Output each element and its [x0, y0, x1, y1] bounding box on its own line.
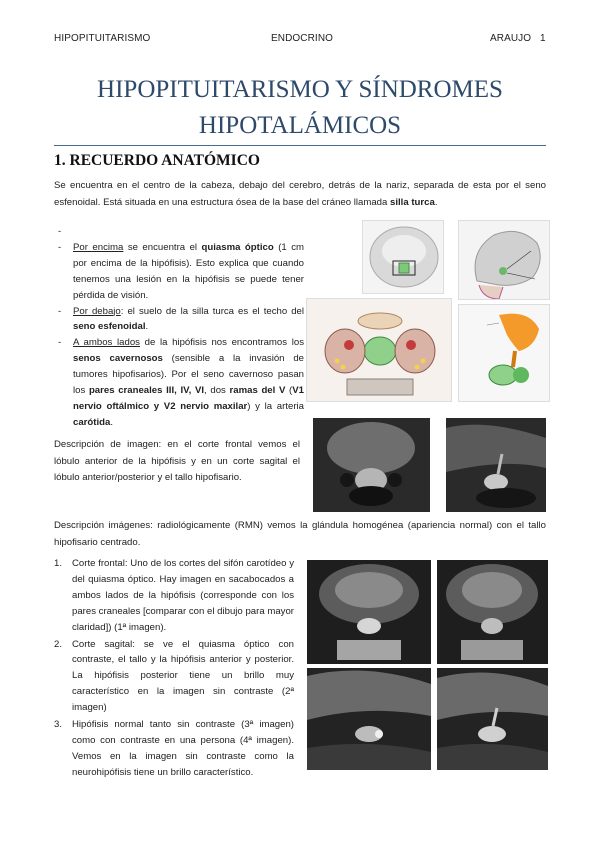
bullet-text: ) y la arteria — [247, 400, 304, 412]
page-title-line2: HIPOTALÁMICOS — [198, 112, 402, 139]
bullet-text: ( — [285, 385, 293, 397]
list-item — [54, 717, 294, 781]
bullet-bold-term: carótida — [73, 416, 111, 428]
page-title — [60, 72, 540, 144]
list-number: 1. — [54, 558, 63, 569]
bullet-text: . — [145, 321, 149, 333]
bullet-bold-term: seno esfenoidal — [73, 321, 146, 333]
list-number: 3. — [54, 719, 63, 731]
list-text: Hipófisis normal tanto sin contraste (3ª imagen) como con contraste en una persona (4ª imagen). Vemos en la imagen sin contraste como la neurohipófisis tiene un brillo característico. — [72, 719, 294, 778]
section-heading: 1. RECUERDO ANATÓMICO — [54, 152, 260, 169]
mri-sagittal-contrast-image — [437, 668, 548, 770]
brain-coronal-illustration — [362, 220, 444, 294]
list-item: - — [58, 226, 62, 237]
mri-sagittal-noncontrast-image — [307, 668, 431, 770]
list-item: - A ambos lados de la hipófisis nos encontramos los senos cavernosos (sensible a la invasión de tumores hipofisarios). Por el seno cavernoso pasan los pares craneales III, IV, VI, dos ramas del V (V1 nervio oftálmico y V2 nervio maxilar) y la arteria carótida. — [58, 337, 304, 428]
list-item: - Por debajo: el suelo de la silla turca es el techo del seno esfenoidal. — [58, 305, 305, 333]
bullet-label-below: Por debajo — [73, 305, 121, 317]
list-text: Corte sagital: se ve el quiasma óptico con contraste, el tallo y la hipófisis anterior y posterior. La hipófisis posterior tiene un brillo muy característico en la imagen sin contraste (2ª imagen) — [72, 638, 294, 714]
bullet-bold-term: quiasma óptico — [201, 241, 274, 253]
bullet-bold-term: ramas del V — [229, 385, 286, 397]
bullet-label-above: Por encima — [73, 241, 124, 253]
image-description-2: Descripción imágenes: radiológicamente (RMN) vemos la glándula homogénea (apariencia normal) con el tallo hipofisario centrado. — [54, 520, 546, 548]
cavernous-sinus-illustration — [306, 298, 452, 402]
list-item: - Por encima se encuentra el quiasma óptico (1 cm por encima de la hipófisis). Esto explica que cuando tenemos una lesión en la hipófisis se puede tener pérdida de visión. — [58, 241, 304, 301]
header-doc-title: HIPOPITUITARISMO — [54, 33, 151, 44]
bullet-text: : el suelo de la silla turca es el techo del — [120, 305, 305, 317]
bullet-bold-term: senos cavernosos — [73, 353, 163, 365]
mri-sagittal-image — [446, 418, 546, 512]
list-number: 2. — [54, 638, 63, 650]
header-author: ARAUJO — [490, 33, 532, 44]
intro-paragraph — [54, 178, 546, 211]
brain-sagittal-illustration — [458, 220, 550, 300]
intro-end: . — [434, 196, 438, 208]
anatomy-bullet-list — [58, 224, 304, 431]
mri-coronal-noncontrast-image — [437, 560, 548, 664]
title-divider — [54, 145, 546, 146]
image-description-1: Descripción de imagen: en el corte frontal vemos el lóbulo anterior de la hipófisis y en un corte sagital el lóbulo anterior/posterior y el tallo hipofisario. — [54, 439, 300, 483]
bullet-text: . — [110, 416, 113, 428]
hypothalamus-pituitary-illustration — [458, 304, 550, 402]
bullet-text: se encuentra el — [123, 241, 202, 253]
bullet-text: de la hipófisis nos encontramos los — [139, 337, 304, 349]
bullet-bold-term: pares craneales III, IV, VI — [88, 385, 205, 397]
page-title-line1: HIPOPITUITARISMO Y SÍNDROMES — [97, 76, 503, 103]
mri-numbered-list — [54, 556, 294, 782]
intro-bold-term: silla turca — [390, 196, 435, 208]
list-item — [54, 556, 294, 636]
bullet-text: (sensible a la invasión de tumores hipofisarios). Por el seno cavernoso pasan los — [73, 353, 304, 397]
bullet-bold-term: V1 nervio oftálmico y V2 nervio maxilar — [73, 385, 304, 412]
mri-coronal-image — [313, 418, 430, 512]
list-item — [54, 637, 294, 717]
mri-coronal-contrast-image — [307, 560, 431, 664]
intro-text: Se encuentra en el centro de la cabeza, debajo del cerebro, detrás de la nariz, separada de esta por el seno esfenoidal. Está situada en una estructura ósea de la base del cráneo llamada — [54, 180, 546, 208]
bullet-label-sides: A ambos lados — [73, 337, 140, 349]
header-subject: ENDOCRINO — [271, 33, 334, 44]
header-page-number: 1 — [540, 33, 546, 44]
bullet-text: (1 cm por encima de la hipófisis). Esto explica que cuando tenemos una lesión en la hipófisis se puede tener pérdida de visión. — [73, 241, 304, 301]
bullet-text: , dos — [204, 385, 230, 397]
list-text: Corte frontal: Uno de los cortes del sifón carotídeo y del quiasma óptico. Hay imagen en sacabocados a ambos lados de la hipófisis (corresponde con los pares craneales [comparar con el dibujo para mayor claridad]) (1ª imagen). — [72, 558, 294, 633]
